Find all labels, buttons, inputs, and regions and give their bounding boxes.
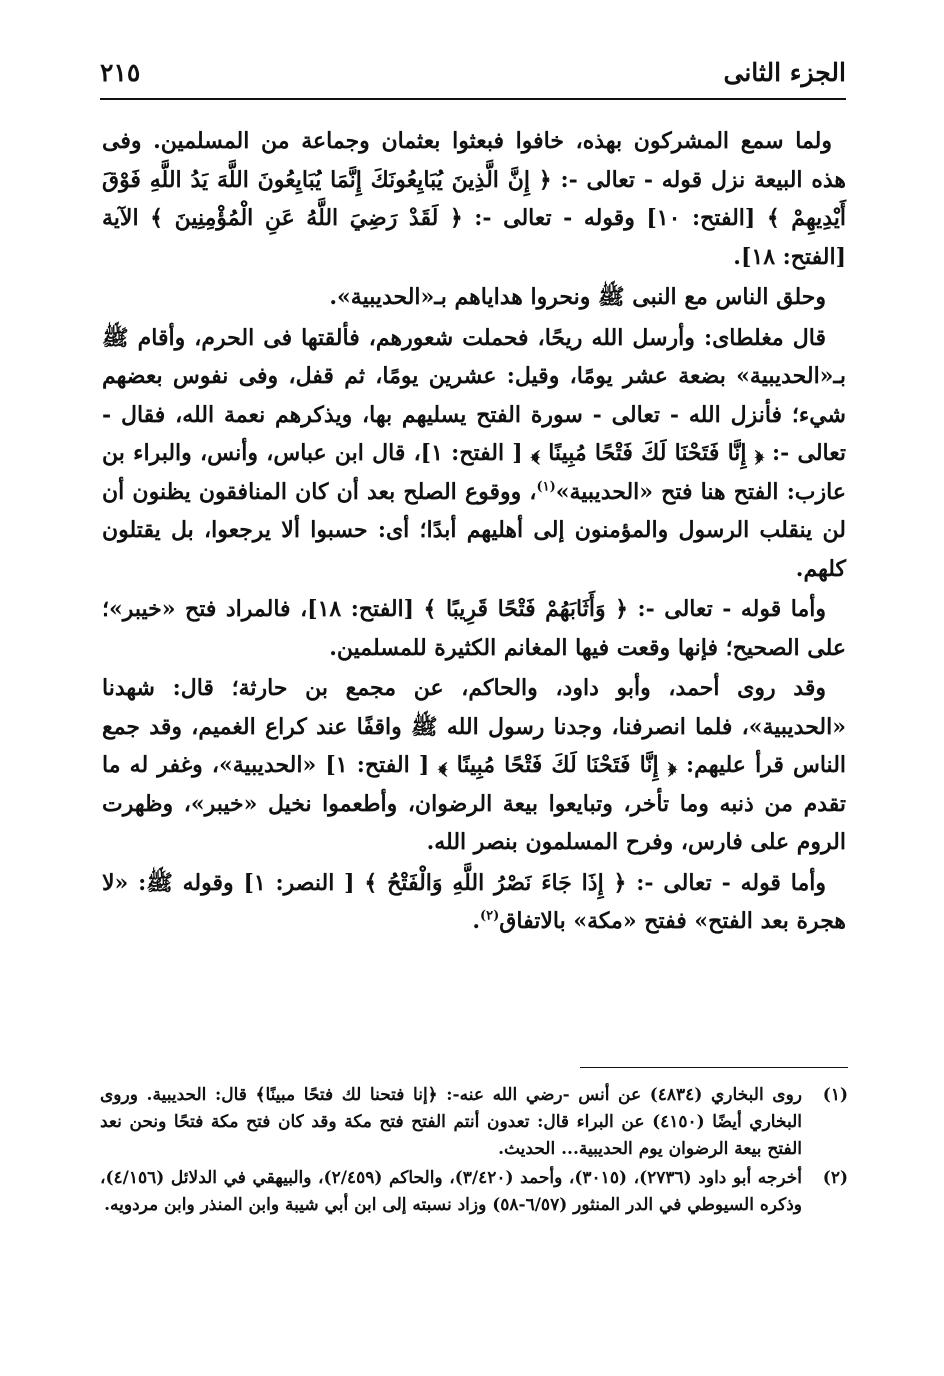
paragraph-6-end: . (472, 908, 480, 934)
footnote-ref-1[interactable]: (١) (536, 479, 556, 495)
paragraph-3-text: قال مغلطاى: وأرسل الله ريحًا، فحملت شعورهم، فألقتها فى الحرم، وأقام ﷺ بـ«الحديبية» بضعة عشر يومًا، وقيل: عشرين يومًا، ثم قفل، وفى نفوس بعضهم شيء؛ فأنزل الله - تعالى - سورة الفتح يسليهم بها، ويذكرهم نعمة الله، فقال - تعالى -: ﴿ إِنَّا فَتَحْنَا لَكَ فَتْحًا مُبِينًا ﴾ [ الفتح: ١]، قال ابن عباس، وأنس، والبراء بن عازب: الفتح هنا فتح «الحديبية» (102, 324, 846, 505)
page-header (100, 52, 846, 100)
paragraph-4: وأما قوله - تعالى -: ﴿ وَأَثَابَهُمْ فَتْحًا قَرِيبًا ﴾ [الفتح: ١٨]، فالمراد فتح «خيبر»؛ على الصحيح؛ فإنها وقعت فيها المغانم الكثيرة للمسلمين. (102, 596, 846, 661)
paragraph-2: وحلق الناس مع النبى ﷺ ونحروا هداياهم بـ«الحديبية». (329, 284, 826, 310)
footnotes (100, 1082, 848, 1221)
footnote-1 (100, 1082, 848, 1163)
footnote-text: روى البخاري (٤٨٣٤) عن أنس -رضي الله عنه-: ﴿إنا فتحنا لك فتحًا مبينًا﴾ قال: الحديبية. وروى البخاري أيضًا (٤١٥٠) عن البراء قال: تعدون أنتم الفتح فتح مكة وقد كان فتح مكة فتحًا ونحن نعد الفتح بيعة الرضوان يوم الحديبية... الحديث. (100, 1085, 802, 1159)
footnote-divider (580, 1067, 848, 1068)
main-text (102, 122, 846, 943)
paragraph-3-continuation: ، ووقوع الصلح بعد أن كان المنافقون يظنون أن لن ينقلب الرسول والمؤمنون إلى أهليهم أبدًا؛ أى: حسبوا ألا يرجعوا، بل يقتلون كلهم. (102, 478, 846, 582)
footnote-number: (٢) (822, 1168, 848, 1188)
footnote-2 (100, 1165, 848, 1219)
paragraph-5: وقد روى أحمد، وأبو داود، والحاكم، عن مجمع بن حارثة؛ قال: شهدنا «الحديبية»، فلما انصرفنا، وجدنا رسول الله ﷺ واقفًا عند كراع الغميم، وقد جمع الناس قرأ عليهم: ﴿ إِنَّا فَتَحْنَا لَكَ فَتْحًا مُبِينًا ﴾ [ الفتح: ١] «الحديبية»، وغفر له ما تقدم من ذنبه وما تأخر، وتبايعوا بيعة الرضوان، وأطعموا نخيل «خيبر»، وظهرت الروم على فارس، وفرح المسلمون بنصر الله. (102, 675, 847, 855)
footnote-number: (١) (822, 1085, 848, 1105)
footnote-text: أخرجه أبو داود (٢٧٣٦)، (٣٠١٥)، وأحمد (٣/٤٢٠)، والحاكم (٢/٤٥٩)، والبيهقي في الدلائل (٤/١٥٦)، وذكره السيوطي في الدر المنثور (٦/٥٧-٥٨) وزاد نسبته إلى ابن أبي شيبة وابن المنذر وابن مردويه. (100, 1168, 802, 1215)
paragraph-1: ولما سمع المشركون بهذه، خافوا فبعثوا بعثمان وجماعة من المسلمين. وفى هذه البيعة نزل قوله - تعالى -: ﴿ إِنَّ الَّذِينَ يُبَايِعُونَكَ إِنَّمَا يُبَايِعُونَ اللَّهَ يَدُ اللَّهِ فَوْقَ أَيْدِيهِمْ ﴾ [الفتح: ١٠] وقوله - تعالى -: ﴿ لَقَدْ رَضِيَ اللَّهُ عَنِ الْمُؤْمِنِينَ ﴾ الآية [الفتح: ١٨]. (102, 128, 846, 270)
paragraph-6-text: وأما قوله - تعالى -: ﴿ إِذَا جَاءَ نَصْرُ اللَّهِ وَالْفَتْحُ ﴾ [ النصر: ١] وقوله ﷺ: «لا هجرة بعد الفتح» ففتح «مكة» بالاتفاق (102, 869, 846, 934)
paragraph-6 (102, 864, 846, 941)
footnote-ref-2[interactable]: (٢) (480, 908, 500, 924)
running-title: الجزء الثانى (723, 58, 846, 87)
page-number: ٢١٥ (100, 58, 141, 87)
paragraph-3 (102, 319, 846, 589)
